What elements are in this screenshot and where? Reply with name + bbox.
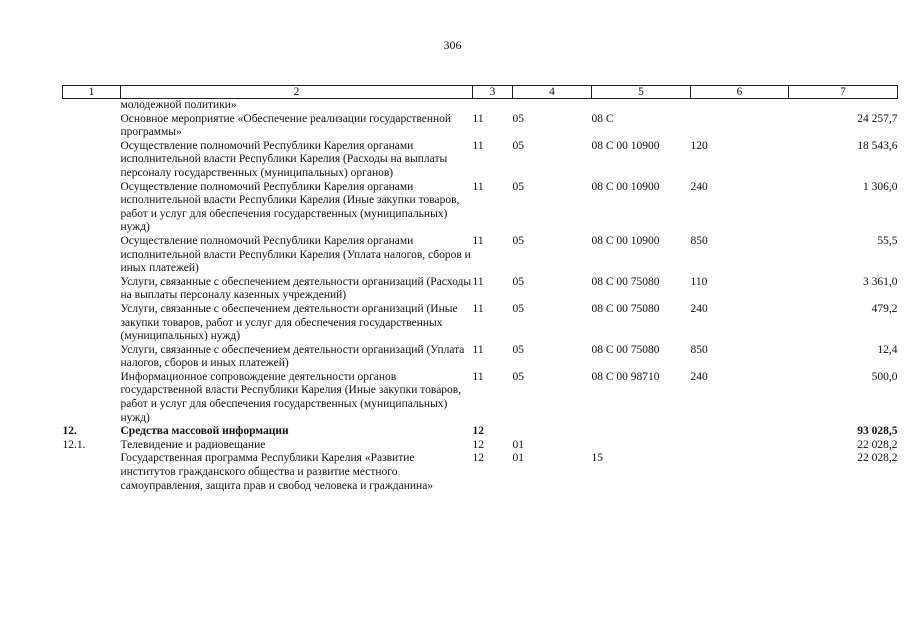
cell-rz: 11 [472,139,484,152]
cell-name: Осуществление полномочий Республики Карелия органами исполнительной власти Республики Карелия (Иные закупки товаров, работ и услуг для обеспечения государственных (муниципальных) нужд) [120,180,460,234]
table-row [63,371,898,425]
cell-rz: 11 [472,302,484,315]
cell-rz: 11 [472,234,484,247]
cell-name: Информационное сопровождение деятельности органов государственной власти Республики Карелия (Иные закупки товаров, работ и услуг для обеспечения государственных (муниципальных) нужд) [120,370,462,424]
column-number-header [63,86,898,99]
cell-vr [691,439,789,453]
cell-num [63,181,121,235]
cell-csr [592,99,691,113]
column-header: 4 [513,86,592,99]
cell-csr: 08 С 00 98710 [591,370,660,383]
cell-name: Государственная программа Республики Карелия «Развитие институтов гражданского общества и развитие местного самоуправления, защита прав и свобод человека и гражданина» [120,452,434,492]
cell-name: Услуги, связанные с обеспечением деятельности организаций (Иные закупки товаров, работ и услуг для обеспечения государственных (муниципальных) нужд) [120,302,458,343]
cell-vr [691,113,789,140]
cell-sum: 22 028,2 [857,452,898,465]
cell-sum: 3 361,0 [863,275,898,288]
cell-csr: 08 С 00 75080 [591,275,660,288]
budget-table [62,85,898,493]
cell-pr: 05 [512,139,524,152]
cell-name: молодежной политики» [120,99,237,111]
cell-rz: 12 [472,425,484,438]
table-row [63,113,898,140]
cell-name: Осуществление полномочий Республики Карелия органами исполнительной власти Республики Карелия (Уплата налогов, сборов и иных платежей) [120,234,471,275]
cell-pr: 01 [512,438,524,451]
cell-csr: 08 С 00 75080 [591,302,660,315]
cell-sum: 24 257,7 [857,112,898,125]
column-header: 3 [473,86,513,99]
cell-pr: 05 [512,343,524,356]
cell-sum [789,99,898,113]
cell-num: 12.1. [62,438,86,451]
cell-rz: 11 [472,180,484,193]
table-row [63,439,898,453]
table-body [63,99,898,494]
table-row [63,140,898,181]
cell-num [63,140,121,181]
cell-vr [691,452,789,493]
column-header: 7 [789,86,898,99]
cell-num: 12. [62,425,77,438]
cell-vr: 240 [690,180,708,193]
cell-rz: 11 [472,112,484,125]
cell-name: Осуществление полномочий Республики Карелия органами исполнительной власти Республики Карелия (Расходы на выплаты персоналу государственных (муниципальных) органов) [120,139,448,179]
cell-rz: 11 [472,370,484,383]
cell-vr: 850 [690,343,708,356]
cell-csr [592,425,691,439]
cell-name: Услуги, связанные с обеспечением деятельности организаций (Расходы на выплаты персоналу казенных учреждений) [120,275,472,302]
cell-pr: 01 [512,452,524,465]
cell-sum: 18 543,6 [857,139,898,152]
table-row [63,235,898,276]
cell-vr: 110 [690,275,708,288]
cell-name: Средства массовой информации [120,425,289,438]
cell-num [63,235,121,276]
cell-csr: 08 С 00 10900 [591,139,660,152]
cell-rz: 11 [472,343,484,356]
table-row [63,425,898,439]
cell-pr: 05 [512,180,524,193]
column-header: 2 [121,86,473,99]
table-row [63,99,898,113]
cell-num [63,113,121,140]
cell-csr [592,439,691,453]
cell-num [63,276,121,303]
cell-pr: 05 [512,112,524,125]
table-row [63,344,898,371]
cell-num [63,99,121,113]
cell-sum: 93 028,5 [857,425,898,438]
cell-csr: 15 [591,452,603,465]
cell-sum: 12,4 [877,343,898,356]
table-row [63,276,898,303]
cell-num [63,303,121,344]
cell-csr: 08 С 00 10900 [591,234,660,247]
cell-name: Услуги, связанные с обеспечением деятельности организаций (Уплата налогов, сборов и иных платежей) [120,343,465,370]
column-header: 5 [592,86,691,99]
cell-vr: 850 [690,234,708,247]
cell-num [63,344,121,371]
cell-vr: 240 [690,370,708,383]
cell-rz [473,99,513,113]
cell-pr [513,99,592,113]
cell-vr: 240 [690,302,708,315]
cell-name: Телевидение и радиовещание [120,438,266,451]
cell-sum: 1 306,0 [863,180,898,193]
cell-rz: 12 [472,452,484,465]
cell-sum: 22 028,2 [857,438,898,451]
table-row [63,303,898,344]
cell-name: Основное мероприятие «Обеспечение реализации государственной программы» [120,112,452,139]
cell-sum: 500,0 [871,370,898,383]
page-number: 306 [443,38,462,52]
cell-pr: 05 [512,302,524,315]
cell-vr [691,425,789,439]
cell-csr: 08 С 00 75080 [591,343,660,356]
cell-pr: 05 [512,275,524,288]
cell-num [63,371,121,425]
table-row [63,181,898,235]
column-header: 6 [691,86,789,99]
cell-pr [513,425,592,439]
cell-vr: 120 [690,139,708,152]
cell-pr: 05 [512,234,524,247]
cell-pr: 05 [512,370,524,383]
column-header: 1 [63,86,121,99]
cell-num [63,452,121,493]
cell-sum: 479,2 [871,302,898,315]
cell-csr: 08 С [591,112,614,125]
cell-rz: 11 [472,275,484,288]
cell-sum: 55,5 [877,234,898,247]
cell-rz: 12 [472,438,484,451]
cell-csr: 08 С 00 10900 [591,180,660,193]
table-row [63,452,898,493]
cell-vr [691,99,789,113]
